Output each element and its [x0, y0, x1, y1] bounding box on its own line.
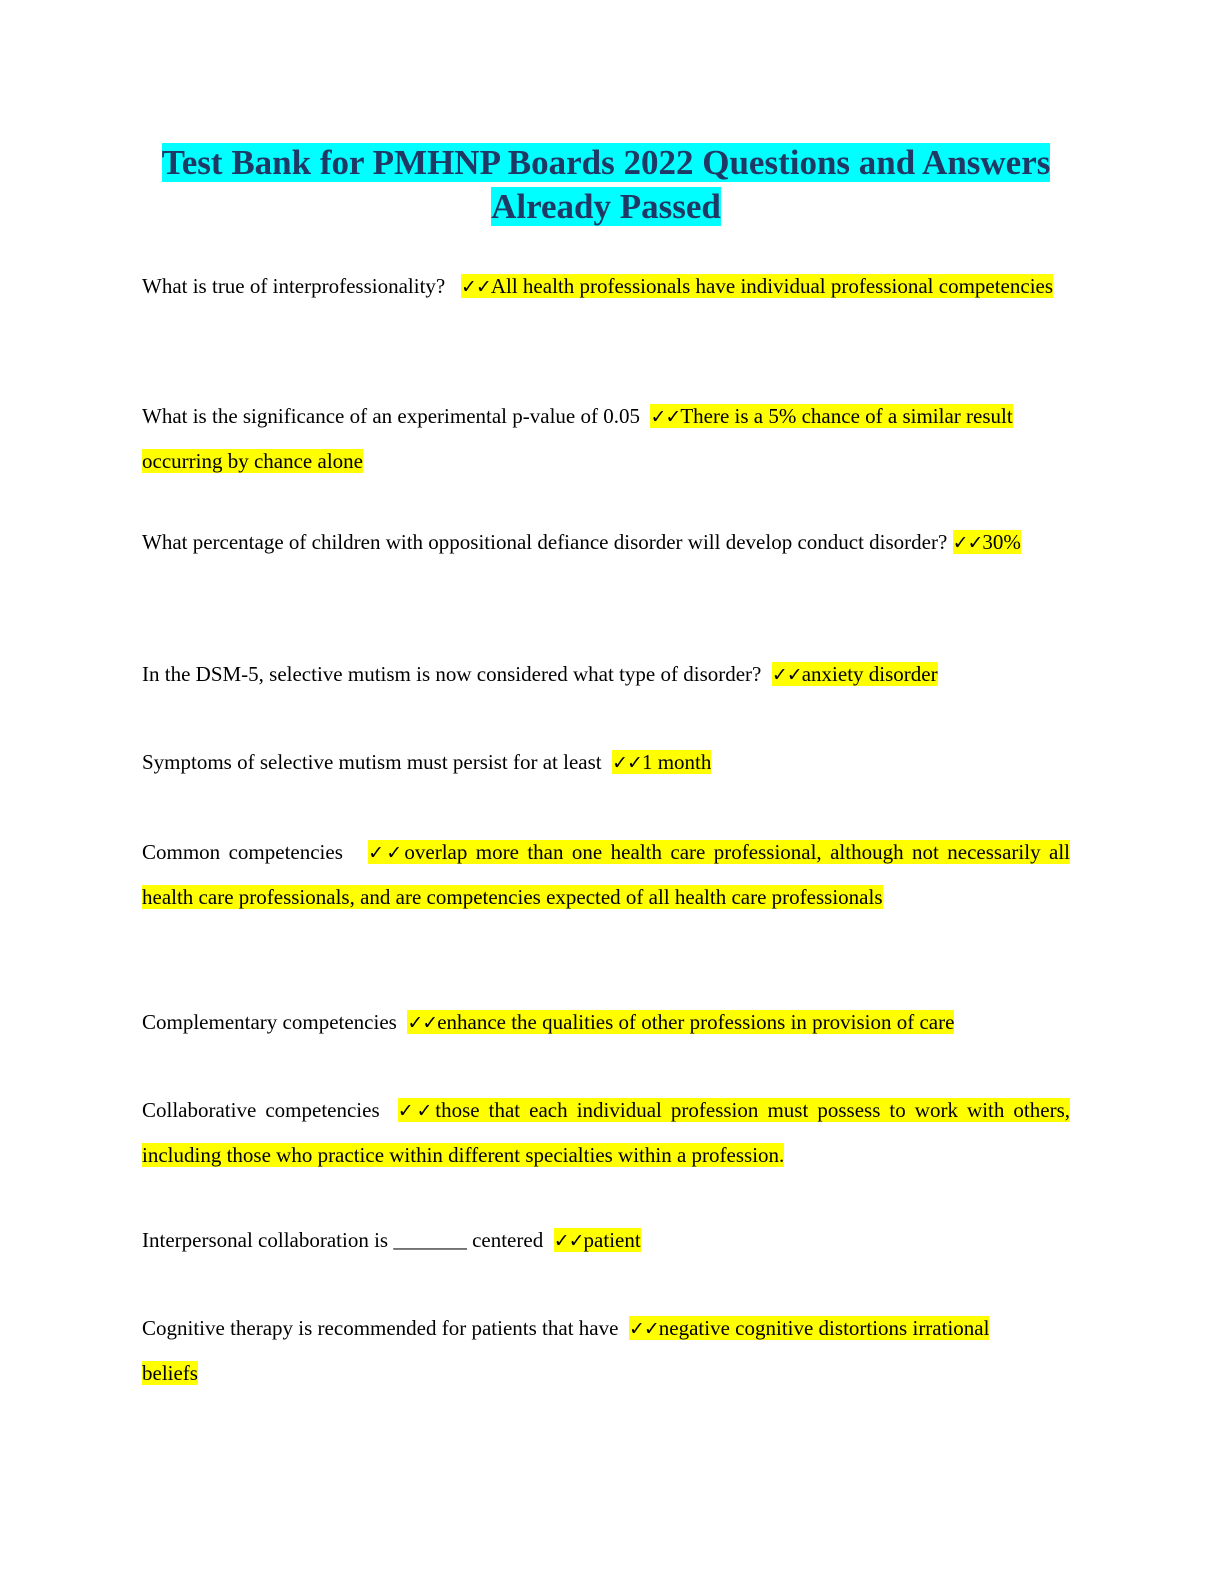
answer-text: All health professionals have individual professional competencies [490, 274, 1054, 298]
answer-highlight [461, 274, 1053, 298]
qa-item-7 [142, 1000, 1070, 1045]
question-text: Interpersonal collaboration is _______ centered [142, 1228, 544, 1252]
page-title [142, 141, 1070, 229]
qa-item-8 [142, 1088, 1070, 1177]
answer-highlight [772, 662, 938, 686]
question-text: What is the significance of an experimental p-value of 0.05 [142, 404, 640, 428]
question-text: What is true of interprofessionality? [142, 274, 446, 298]
qa-item-1 [142, 264, 1070, 309]
question-text: Cognitive therapy is recommended for patients that have [142, 1316, 619, 1340]
double-check-icon: ✓✓ [650, 406, 681, 428]
question-text: What percentage of children with oppositional defiance disorder will develop conduct disorder? [142, 530, 948, 554]
qa-item-4 [142, 652, 1070, 697]
answer-highlight [554, 1228, 641, 1252]
answer-text: those that each individual profession must possess to work with others, including those who practice within different specialties within a profession. [142, 1098, 1070, 1167]
answer-text: enhance the qualities of other professions in provision of care [437, 1010, 955, 1034]
double-check-icon: ✓✓ [397, 1100, 436, 1122]
answer-text: 30% [982, 530, 1021, 554]
qa-item-9 [142, 1218, 1070, 1263]
qa-item-10 [142, 1306, 1022, 1395]
double-check-icon: ✓✓ [407, 1012, 438, 1034]
title-highlight: Test Bank for PMHNP Boards 2022 Questions and Answers Already Passed [161, 143, 1051, 226]
answer-text: 1 month [641, 750, 712, 774]
qa-item-6 [142, 830, 1070, 919]
qa-item-2 [142, 394, 1070, 483]
question-text: Collaborative competencies [142, 1098, 380, 1122]
double-check-icon: ✓✓ [952, 532, 983, 554]
qa-item-3 [142, 520, 1070, 565]
answer-text: negative cognitive distortions irrational beliefs [142, 1316, 990, 1385]
question-text: Common competencies [142, 840, 343, 864]
double-check-icon: ✓✓ [461, 276, 491, 298]
double-check-icon: ✓✓ [368, 842, 405, 864]
question-text: Complementary competencies [142, 1010, 397, 1034]
answer-text: There is a 5% chance of a similar result occurring by chance alone [142, 404, 1013, 473]
double-check-icon: ✓✓ [553, 1230, 584, 1252]
answer-text: patient [583, 1228, 641, 1252]
double-check-icon: ✓✓ [771, 664, 802, 686]
answer-highlight [407, 1010, 954, 1034]
question-text: Symptoms of selective mutism must persist for at least [142, 750, 602, 774]
answer-text: overlap more than one health care professional, although not necessarily all health care professionals, and are competencies expected of all health care professionals [142, 840, 1070, 909]
double-check-icon: ✓✓ [628, 1318, 659, 1340]
double-check-icon: ✓✓ [612, 752, 642, 774]
qa-item-5 [142, 740, 1070, 785]
answer-highlight [612, 750, 711, 774]
answer-highlight [953, 530, 1021, 554]
question-text: In the DSM-5, selective mutism is now considered what type of disorder? [142, 662, 762, 686]
answer-text: anxiety disorder [801, 662, 938, 686]
